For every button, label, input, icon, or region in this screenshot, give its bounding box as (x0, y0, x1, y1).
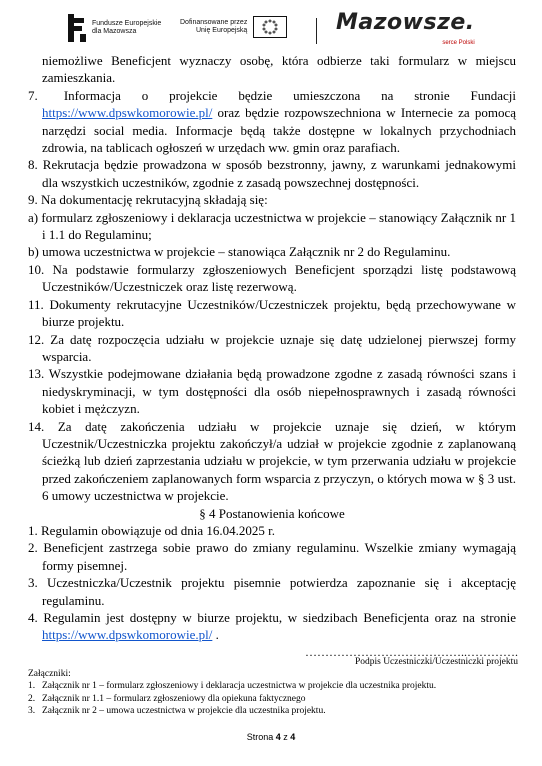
attachment-text: Załącznik nr 2 – umowa uczestnictwa w projekcie dla uczestnika projektu. (42, 706, 326, 717)
logo-separator (316, 18, 317, 44)
provision-1: 1. Regulamin obowiązuje od dnia 16.04.2025 r. (28, 522, 275, 538)
footer-mid: z (280, 732, 291, 742)
item-8: 8. Rekrutacja będzie prowadzona w sposób bezstronny, jawny, z warunkami jednakowymi dla wszystkich uczestników, zgodnie z zasadą powszechnej dostępności. (28, 157, 516, 190)
attachment-number: 1. (28, 681, 36, 692)
website-link[interactable]: https://www.dpswkomorowie.pl/ (42, 105, 213, 121)
mazowsze-wordmark: Mazowsze. (336, 10, 475, 35)
provision-3: 3. Uczestniczka/Uczestnik projektu pisemnie potwierdza zapoznanie się i akceptację regulaminu. (28, 575, 516, 608)
attachment-text: Załącznik nr 1.1 – formularz zgłoszeniowy dla opiekuna faktycznego (42, 693, 306, 704)
item-7 (28, 87, 516, 157)
provision-2: 2. Beneficjent zastrzega sobie prawo do zmiany regulaminu. Wszelkie zmiany wymagają formy pisemnej. (28, 540, 516, 573)
item-9: 9. Na dokumentację rekrutacyjną składają się: (28, 192, 268, 208)
document-body (28, 52, 516, 644)
footer-page-total: 4 (290, 732, 296, 742)
fe-flag-icon (66, 14, 88, 42)
provision-4-end: . (212, 627, 219, 643)
item-7-text: 7. Informacja o projekcie będzie umieszczona na stronie Fundacji (28, 87, 516, 103)
ue-logo-line1: Dofinansowane przez (180, 18, 248, 26)
fe-logo-line1: Fundusze Europejskie (92, 20, 162, 28)
item-14: 14. Za datę zakończenia udziału w projekcie uznaje się dzień, w którym Uczestnik/Uczestniczka projektu zakończył/a udział w projekcie zgodnie z zaplanowaną ścieżką lub dzień zaprzestania udziału w projekcie, w tym przerwania udziału w projekcie przed zakończeniem zaplanowanych form wsparcia z przyczyn, o których mowa w § 3 ust. 6 umowy uczestnictwa w projekcie. (28, 418, 516, 504)
page-footer (0, 731, 542, 743)
section-heading: § 4 Postanowienia końcowe (199, 505, 345, 521)
intro-paragraph: niemożliwe Beneficjent wyznaczy osobę, która odbierze taki formularz w miejscu zamieszkania. (42, 53, 516, 86)
item-10: 10. Na podstawie formularzy zgłoszeniowych Beneficjent sporządzi listę podstawową Uczestników/Uczestniczek oraz listę rezerwową. (28, 261, 516, 295)
signature-label: Podpis Uczestniczki/Uczestniczki projektu (354, 657, 518, 667)
footer-page-number: 4 (275, 732, 281, 742)
attachments-title: Załączniki: (28, 669, 71, 679)
attachment-text: Załącznik nr 1 – formularz zgłoszeniowy i deklaracja uczestnictwa w projekcie dla uczestnika projektu. (42, 681, 437, 692)
attachments-list (28, 668, 518, 718)
item-11: 11. Dokumenty rekrutacyjne Uczestników/Uczestniczek projektu, będą przechowywane w biurze projektu. (28, 296, 516, 330)
ue-logo-line2: Unię Europejską (195, 27, 248, 34)
fe-logo (66, 14, 161, 42)
attachment-row (28, 693, 518, 705)
website-link-2[interactable]: https://www.dpswkomorowie.pl/ (42, 627, 213, 643)
item-7-rest: oraz będzie rozpowszechniona w Internecie za pomocą narzędzi social media. Informacje będą także dostępne w lokalnych przychodniach zdrowia, na tablicach ogłoszeń w urzędach ww. gmin oraz parafiach. (42, 105, 516, 156)
attachment-number: 2. (28, 693, 36, 704)
mazowsze-logo (336, 10, 475, 46)
eu-flag-icon (253, 16, 287, 38)
attachment-row (28, 705, 518, 717)
attachment-number: 3. (28, 706, 36, 717)
attachment-row (28, 680, 518, 692)
ue-logo (180, 16, 287, 38)
item-12: 12. Za datę rozpoczęcia udziału w projekcie uznaje się datę udzielonej pierwszej formy wsparcia. (28, 331, 516, 364)
fe-logo-line2: dla Mazowsza (92, 28, 137, 35)
item-b: b) umowa uczestnictwa w projekcie – stanowiąca Załącznik nr 2 do Regulaminu. (28, 244, 451, 260)
item-a: a) formularz zgłoszeniowy i deklaracja uczestnictwa w projekcie – stanowiący Załącznik nr 1 i 1.1 do Regulaminu; (28, 209, 516, 243)
signature-line: …………………………………..…………. (305, 645, 518, 659)
provision-4-text: 4. Regulamin jest dostępny w biurze projektu, w siedzibach Beneficjenta oraz na stronie (28, 610, 516, 625)
provision-4 (28, 609, 516, 644)
mazowsze-tagline: serce Polski (442, 40, 475, 46)
item-13: 13. Wszystkie podejmowane działania będą prowadzone zgodne z zasadą równości szans i niedyskryminacji, w tym dostępności dla osób niepełnosprawnych i zasadą równości kobiet i mężczyzn. (28, 366, 516, 417)
header-logos (0, 8, 542, 52)
footer-prefix: Strona (246, 732, 276, 742)
